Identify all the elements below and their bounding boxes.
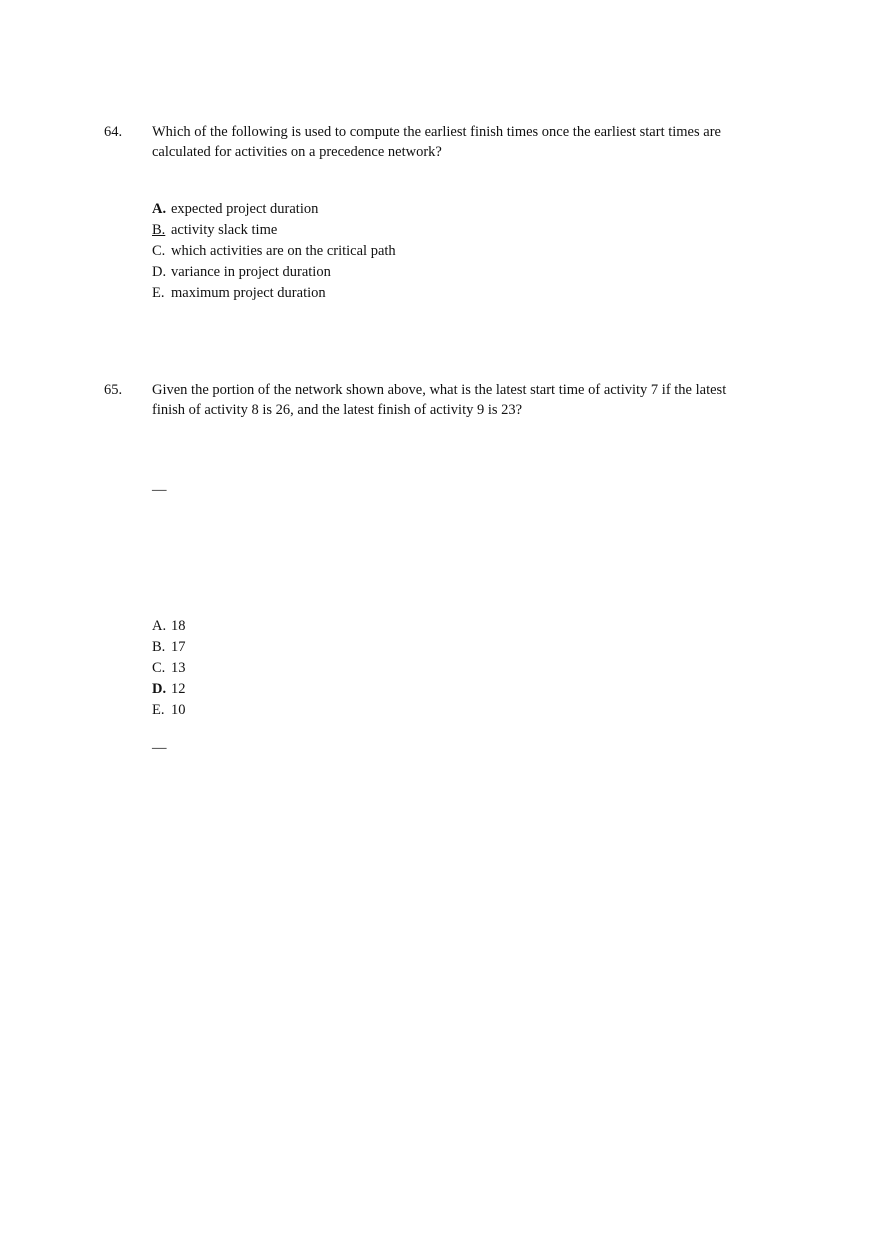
option-letter: C. xyxy=(152,660,166,676)
question-65-option-c xyxy=(152,658,186,679)
option-text: variance in project duration xyxy=(171,264,331,280)
question-64-option-d xyxy=(152,262,396,283)
option-letter: A. xyxy=(152,618,167,634)
question-64-option-e xyxy=(152,283,396,304)
option-letter: D. xyxy=(152,681,167,697)
question-64-option-c xyxy=(152,241,396,262)
question-64-text: Which of the following is used to compute the earliest finish times once the earliest start times are calculated for activities on a precedence network? xyxy=(152,124,721,160)
option-text: which activities are on the critical path xyxy=(171,243,396,259)
option-letter: B. xyxy=(152,222,166,238)
question-64-number: 64. xyxy=(104,124,123,140)
question-65-option-d xyxy=(152,679,186,700)
option-text: 17 xyxy=(171,639,186,655)
question-65-dash-top: — xyxy=(152,482,167,498)
question-65-options xyxy=(152,616,186,721)
question-65-option-a xyxy=(152,616,186,637)
option-letter: E. xyxy=(152,702,165,718)
option-text: expected project duration xyxy=(171,201,319,217)
question-65-number: 65. xyxy=(104,382,123,398)
option-text: maximum project duration xyxy=(171,285,326,301)
option-text: 18 xyxy=(171,618,186,634)
option-letter: D. xyxy=(152,264,167,280)
option-letter: A. xyxy=(152,201,167,217)
question-65-option-e xyxy=(152,700,186,721)
option-text: 12 xyxy=(171,681,186,697)
option-letter: C. xyxy=(152,243,166,259)
question-65-option-b xyxy=(152,637,186,658)
question-64-options xyxy=(152,199,396,304)
option-text: 10 xyxy=(171,702,186,718)
option-text: activity slack time xyxy=(171,222,278,238)
question-65-dash-bottom: — xyxy=(152,740,167,756)
question-64-option-b xyxy=(152,220,396,241)
option-text: 13 xyxy=(171,660,186,676)
question-64-option-a xyxy=(152,199,396,220)
option-letter: B. xyxy=(152,639,166,655)
question-65-text: Given the portion of the network shown above, what is the latest start time of activity 7 if the latest finish of activity 8 is 26, and the latest finish of activity 9 is 23? xyxy=(152,382,727,418)
option-letter: E. xyxy=(152,285,165,301)
